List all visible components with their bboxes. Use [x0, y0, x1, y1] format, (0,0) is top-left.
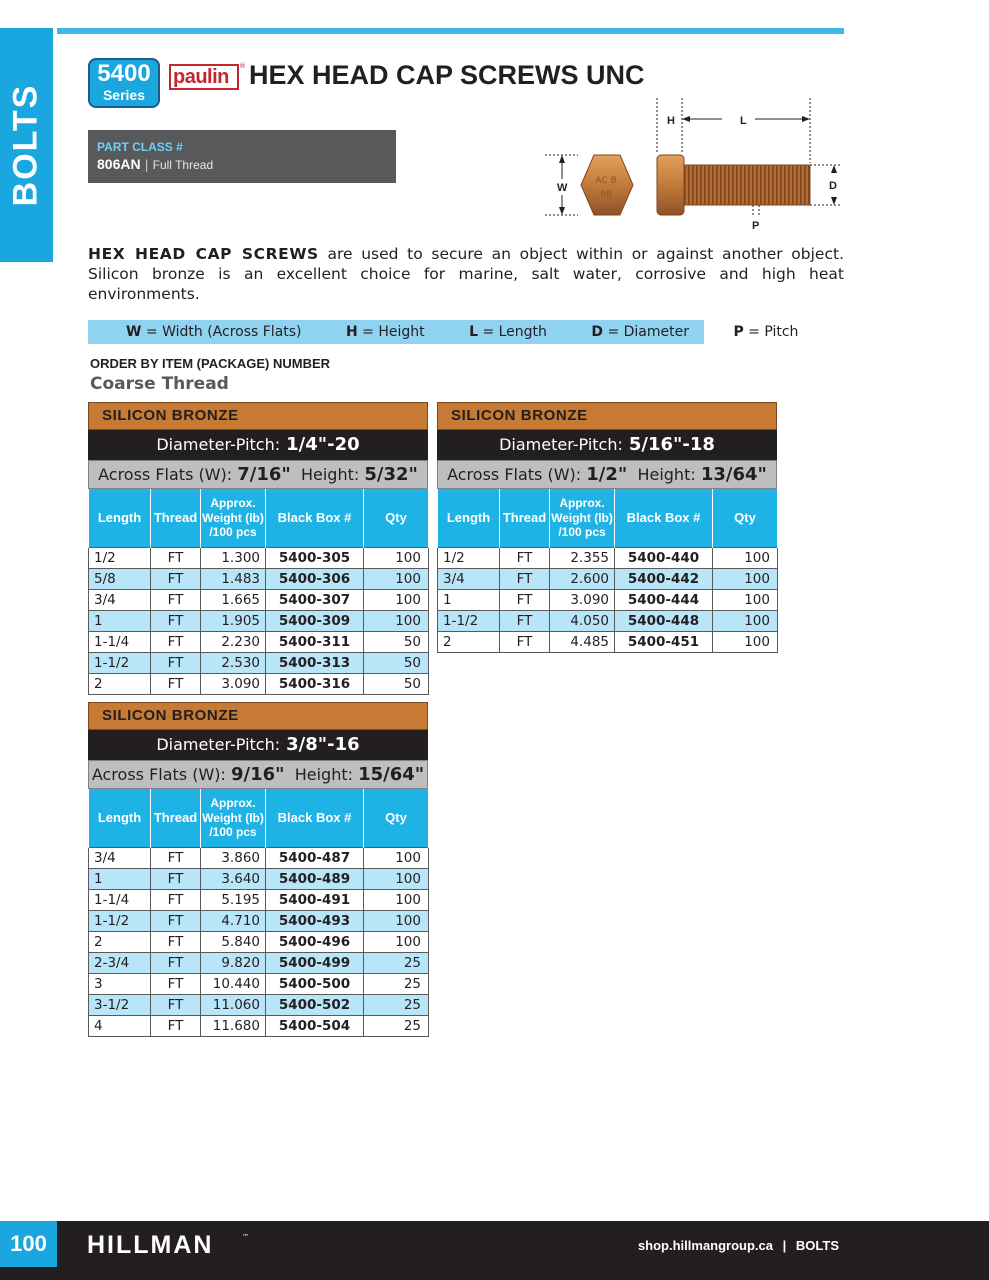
cell-length: 1-1/2: [438, 610, 500, 631]
col-weight: Approx. Weight (lb) /100 pcs: [201, 789, 266, 847]
series-number: 5400: [97, 60, 151, 87]
page-footer: 100 HILLMAN ™ shop.hillmangroup.ca | BOLTS: [0, 1221, 989, 1280]
col-weight: Approx. Weight (lb) /100 pcs: [550, 489, 615, 547]
product-rows-table: [437, 489, 778, 653]
cell-weight: 1.665: [201, 589, 266, 610]
legend-item-d: D = Diameter: [591, 324, 689, 340]
cell-thread: FT: [151, 1015, 201, 1036]
paulin-logo: paulin ®: [169, 64, 243, 92]
table-material-header: SILICON BRONZE: [437, 402, 777, 430]
table-row: [89, 568, 429, 589]
diameter-pitch-row: Diameter-Pitch: 1/4"-20: [88, 430, 428, 460]
cell-thread: FT: [151, 868, 201, 889]
cell-qty: 100: [713, 631, 778, 652]
table-row: [438, 631, 778, 652]
cell-thread: FT: [151, 673, 201, 694]
cell-length: 3: [89, 973, 151, 994]
cell-length: 4: [89, 1015, 151, 1036]
cell-weight: 11.060: [201, 994, 266, 1015]
cell-weight: 9.820: [201, 952, 266, 973]
cell-black-box: 5400-499: [266, 952, 364, 973]
cell-thread: FT: [500, 631, 550, 652]
col-length: Length: [438, 489, 500, 547]
cell-length: 1-1/2: [89, 910, 151, 931]
cell-black-box: 5400-442: [615, 568, 713, 589]
table-row: [89, 868, 429, 889]
cell-qty: 100: [364, 889, 429, 910]
cell-qty: 100: [364, 568, 429, 589]
cell-qty: 25: [364, 973, 429, 994]
page-number: 100: [0, 1221, 57, 1267]
cell-thread: FT: [151, 952, 201, 973]
table-row: [89, 952, 429, 973]
order-header: ORDER BY ITEM (PACKAGE) NUMBER: [90, 356, 331, 371]
page-title: HEX HEAD CAP SCREWS UNC: [249, 60, 645, 90]
across-flats-row: Across Flats (W): 1/2" Height: 13/64": [437, 460, 777, 489]
across-flats-row: Across Flats (W): 7/16" Height: 5/32": [88, 460, 428, 489]
cell-thread: FT: [151, 973, 201, 994]
cell-thread: FT: [500, 547, 550, 568]
table-material-header: SILICON BRONZE: [88, 702, 428, 730]
cell-length: 1/2: [89, 547, 151, 568]
description-lead: HEX HEAD CAP SCREWS: [88, 245, 319, 263]
cell-weight: 5.195: [201, 889, 266, 910]
col-thread: Thread: [151, 789, 201, 847]
table-row: [89, 910, 429, 931]
cell-black-box: 5400-504: [266, 1015, 364, 1036]
table-row: [89, 673, 429, 694]
footer-section: BOLTS: [795, 1238, 839, 1253]
cell-black-box: 5400-444: [615, 589, 713, 610]
cell-qty: 25: [364, 952, 429, 973]
screw-dimension-diagram: [540, 95, 845, 235]
product-table: [88, 702, 428, 1037]
cell-thread: FT: [151, 631, 201, 652]
col-black-box: Black Box #: [615, 489, 713, 547]
table-row: [438, 610, 778, 631]
cell-weight: 3.090: [201, 673, 266, 694]
cell-length: 1: [89, 610, 151, 631]
cell-black-box: 5400-440: [615, 547, 713, 568]
table-header-row: [438, 489, 778, 547]
table-header-row: [89, 489, 429, 547]
cell-black-box: 5400-491: [266, 889, 364, 910]
cell-length: 1-1/2: [89, 652, 151, 673]
cell-qty: 100: [713, 547, 778, 568]
cell-thread: FT: [151, 652, 201, 673]
cell-length: 3/4: [89, 847, 151, 868]
cell-weight: 2.600: [550, 568, 615, 589]
product-rows-table: [88, 789, 429, 1037]
cell-weight: 3.640: [201, 868, 266, 889]
cell-weight: 3.090: [550, 589, 615, 610]
cell-qty: 100: [364, 847, 429, 868]
cell-black-box: 5400-500: [266, 973, 364, 994]
series-badge: [88, 58, 160, 108]
legend-item-p: P = Pitch: [733, 324, 799, 340]
cell-qty: 100: [364, 868, 429, 889]
description: [88, 244, 844, 304]
description-rest: are used to secure an object within or against another object. Silicon bronze is an excellent choice for marine, salt water, corrosive and high heat environments.: [88, 245, 844, 303]
table-row: [89, 547, 429, 568]
cell-length: 1: [438, 589, 500, 610]
col-qty: Qty: [364, 789, 429, 847]
col-thread: Thread: [151, 489, 201, 547]
section-side-tab: [0, 28, 53, 262]
cell-thread: FT: [151, 994, 201, 1015]
cell-thread: FT: [151, 610, 201, 631]
cell-thread: FT: [151, 910, 201, 931]
table-row: [438, 547, 778, 568]
cell-thread: FT: [500, 568, 550, 589]
cell-qty: 100: [713, 610, 778, 631]
hillman-logo: HILLMAN: [87, 1231, 214, 1259]
table-row: [89, 889, 429, 910]
legend-item-w: W = Width (Across Flats): [126, 324, 302, 340]
cell-weight: 1.483: [201, 568, 266, 589]
table-row: [89, 847, 429, 868]
cell-qty: 100: [364, 610, 429, 631]
col-black-box: Black Box #: [266, 789, 364, 847]
col-qty: Qty: [713, 489, 778, 547]
cell-thread: FT: [151, 568, 201, 589]
dimension-legend: [88, 320, 799, 344]
cell-qty: 50: [364, 673, 429, 694]
cell-qty: 100: [364, 589, 429, 610]
cell-length: 3-1/2: [89, 994, 151, 1015]
cell-qty: 25: [364, 994, 429, 1015]
col-length: Length: [89, 489, 151, 547]
thread-type-heading: Coarse Thread: [90, 374, 229, 394]
cell-qty: 100: [364, 910, 429, 931]
cell-weight: 4.050: [550, 610, 615, 631]
cell-qty: 100: [713, 589, 778, 610]
cell-length: 2-3/4: [89, 952, 151, 973]
paulin-logo-text: paulin: [173, 66, 229, 88]
cell-length: 2: [89, 931, 151, 952]
diagram-w-label: W: [557, 182, 568, 194]
part-class-box: PART CLASS # 806AN | Full Thread: [88, 130, 396, 183]
cell-length: 1: [89, 868, 151, 889]
cell-length: 5/8: [89, 568, 151, 589]
col-qty: Qty: [364, 489, 429, 547]
product-table: [437, 402, 777, 653]
cell-weight: 11.680: [201, 1015, 266, 1036]
footer-url[interactable]: shop.hillmangroup.ca | BOLTS: [637, 1238, 839, 1253]
product-rows-table: [88, 489, 429, 695]
cell-thread: FT: [500, 610, 550, 631]
cell-black-box: 5400-305: [266, 547, 364, 568]
cell-length: 1/2: [438, 547, 500, 568]
table-row: [89, 973, 429, 994]
table-row: [89, 631, 429, 652]
cell-weight: 5.840: [201, 931, 266, 952]
legend-item-l: L = Length: [469, 324, 547, 340]
cell-black-box: 5400-316: [266, 673, 364, 694]
cell-weight: 4.485: [550, 631, 615, 652]
diagram-h-label: H: [667, 115, 675, 127]
top-rule: [57, 28, 844, 34]
cell-qty: 100: [364, 931, 429, 952]
part-class-label: PART CLASS #: [97, 140, 183, 154]
table-row: [89, 1015, 429, 1036]
cell-weight: 2.530: [201, 652, 266, 673]
cell-weight: 1.300: [201, 547, 266, 568]
product-table: [88, 402, 428, 695]
section-side-tab-label: BOLTS: [6, 83, 45, 207]
svg-text:98: 98: [600, 190, 612, 200]
cell-black-box: 5400-489: [266, 868, 364, 889]
col-black-box: Black Box #: [266, 489, 364, 547]
cell-thread: FT: [151, 931, 201, 952]
series-label: Series: [102, 87, 146, 103]
diagram-d-label: D: [829, 180, 837, 192]
cell-length: 1-1/4: [89, 889, 151, 910]
cell-length: 3/4: [89, 589, 151, 610]
table-row: [89, 589, 429, 610]
cell-black-box: 5400-487: [266, 847, 364, 868]
cell-qty: 100: [713, 568, 778, 589]
diagram-p-label: P: [752, 220, 760, 232]
diameter-pitch-row: Diameter-Pitch: 3/8"-16: [88, 730, 428, 760]
cell-thread: FT: [151, 889, 201, 910]
cell-thread: FT: [151, 847, 201, 868]
part-class-sub: Full Thread: [152, 158, 214, 172]
cell-black-box: 5400-493: [266, 910, 364, 931]
cell-black-box: 5400-307: [266, 589, 364, 610]
table-row: [89, 931, 429, 952]
cell-black-box: 5400-448: [615, 610, 713, 631]
cell-qty: 25: [364, 1015, 429, 1036]
legend-item-h: H = Height: [345, 324, 425, 340]
cell-black-box: 5400-502: [266, 994, 364, 1015]
table-header-row: [89, 789, 429, 847]
cell-black-box: 5400-309: [266, 610, 364, 631]
table-row: [89, 610, 429, 631]
table-material-header: SILICON BRONZE: [88, 402, 428, 430]
cell-black-box: 5400-313: [266, 652, 364, 673]
cell-thread: FT: [151, 589, 201, 610]
cell-black-box: 5400-496: [266, 931, 364, 952]
cell-length: 3/4: [438, 568, 500, 589]
part-class-value: 806AN: [97, 156, 141, 172]
cell-qty: 100: [364, 547, 429, 568]
cell-black-box: 5400-311: [266, 631, 364, 652]
cell-weight: 10.440: [201, 973, 266, 994]
cell-qty: 50: [364, 652, 429, 673]
cell-length: 2: [89, 673, 151, 694]
svg-text:AC B: AC B: [595, 176, 617, 186]
cell-thread: FT: [151, 547, 201, 568]
table-row: [438, 589, 778, 610]
across-flats-row: Across Flats (W): 9/16" Height: 15/64": [88, 760, 428, 789]
cell-weight: 4.710: [201, 910, 266, 931]
cell-weight: 3.860: [201, 847, 266, 868]
table-row: [438, 568, 778, 589]
cell-weight: 2.230: [201, 631, 266, 652]
diagram-l-label: L: [740, 115, 747, 127]
col-length: Length: [89, 789, 151, 847]
cell-length: 1-1/4: [89, 631, 151, 652]
table-row: [89, 994, 429, 1015]
diameter-pitch-row: Diameter-Pitch: 5/16"-18: [437, 430, 777, 460]
cell-qty: 50: [364, 631, 429, 652]
table-row: [89, 652, 429, 673]
cell-length: 2: [438, 631, 500, 652]
cell-weight: 2.355: [550, 547, 615, 568]
cell-black-box: 5400-306: [266, 568, 364, 589]
cell-thread: FT: [500, 589, 550, 610]
col-thread: Thread: [500, 489, 550, 547]
col-weight: Approx. Weight (lb) /100 pcs: [201, 489, 266, 547]
cell-weight: 1.905: [201, 610, 266, 631]
cell-black-box: 5400-451: [615, 631, 713, 652]
